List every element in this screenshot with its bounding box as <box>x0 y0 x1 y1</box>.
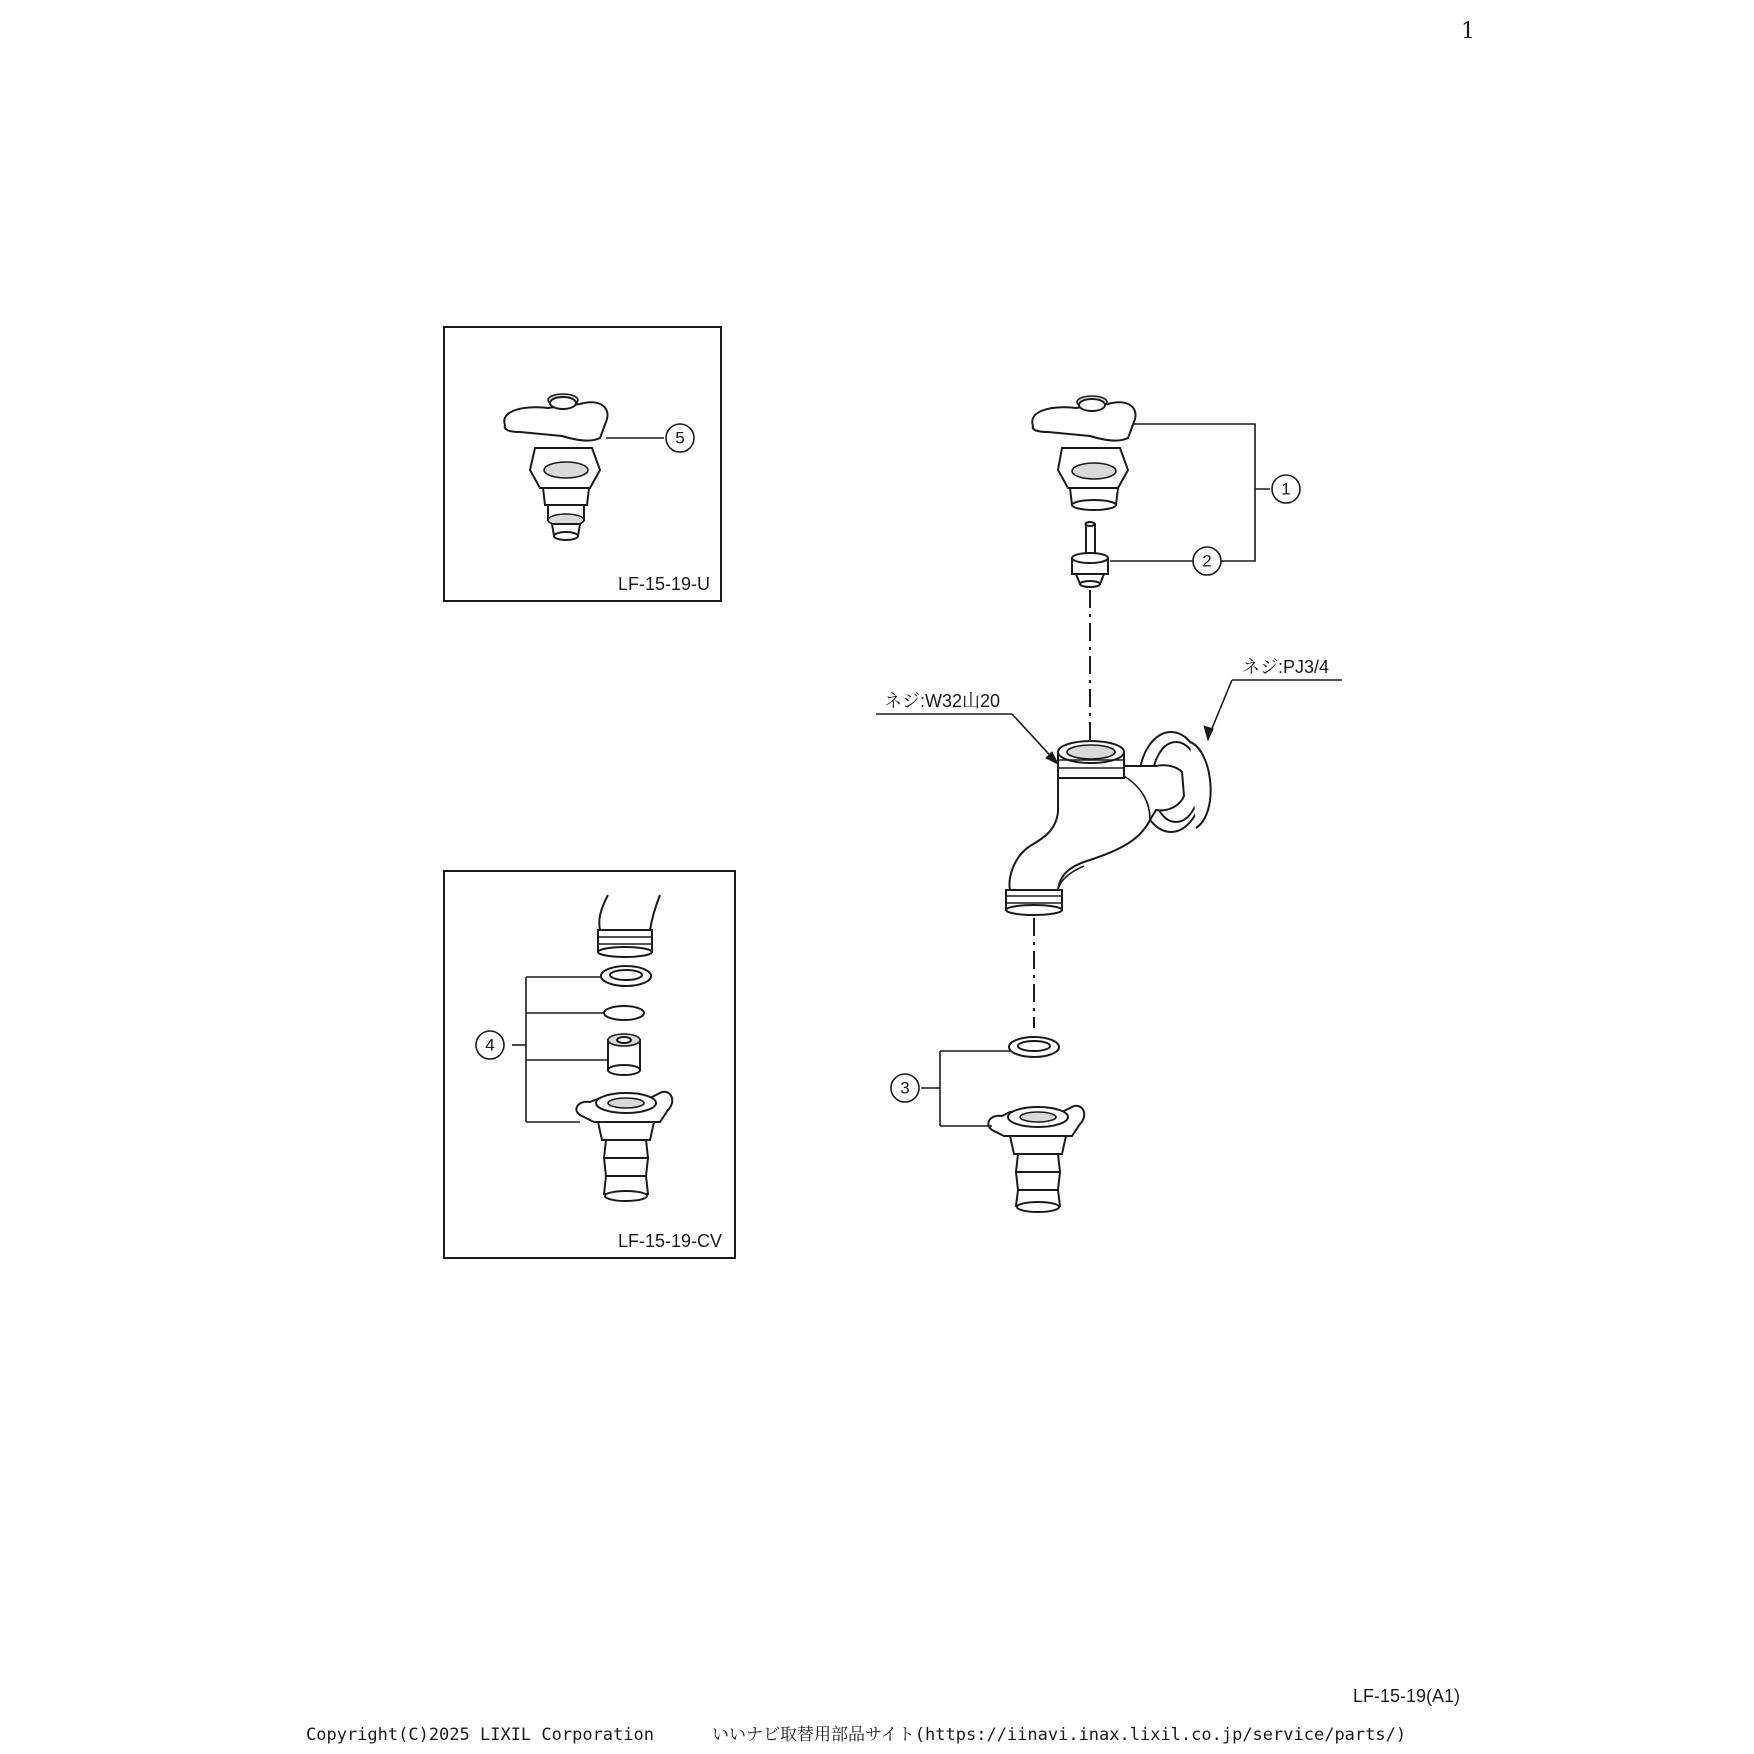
inset-lf-15-19-u <box>444 327 721 601</box>
spout-end-drawing <box>598 895 660 957</box>
thread-label-top: ネジ:W32山20 <box>884 691 1001 711</box>
footer-copyright: Copyright(C)2025 LIXIL Corporation <box>306 1725 654 1745</box>
inset-frame <box>444 871 735 1258</box>
main-exploded-view <box>876 396 1342 1212</box>
handle-unit-drawing <box>1032 396 1135 510</box>
inset-model-label: LF-15-19-U <box>617 574 710 594</box>
hose-nipple <box>576 1092 672 1201</box>
callout-4-label: 4 <box>485 1035 495 1055</box>
inset-lf-15-19-cv <box>444 871 735 1258</box>
callout-5-label: 5 <box>675 428 685 448</box>
callout-2-label: 2 <box>1202 551 1212 571</box>
hose-nipple <box>988 1106 1084 1212</box>
footer-site: いいナビ取替用部品サイト(https://iinavi.inax.lixil.co.jp/service/parts/) <box>712 1725 1407 1745</box>
thread-label-wall: ネジ:PJ3/4 <box>1242 657 1330 677</box>
callout-3-label: 3 <box>900 1078 910 1098</box>
inset-model-label: LF-15-19-CV <box>617 1231 722 1251</box>
o-ring <box>604 1006 644 1020</box>
check-valve <box>608 1034 640 1075</box>
faucet-body-drawing <box>1006 732 1211 915</box>
spindle-drawing <box>1072 522 1108 587</box>
callout-1-label: 1 <box>1281 479 1291 499</box>
handle-unit-drawing <box>504 394 607 540</box>
document-code: LF-15-19(A1) <box>1352 1686 1460 1706</box>
page-number: 1 <box>1461 19 1475 44</box>
